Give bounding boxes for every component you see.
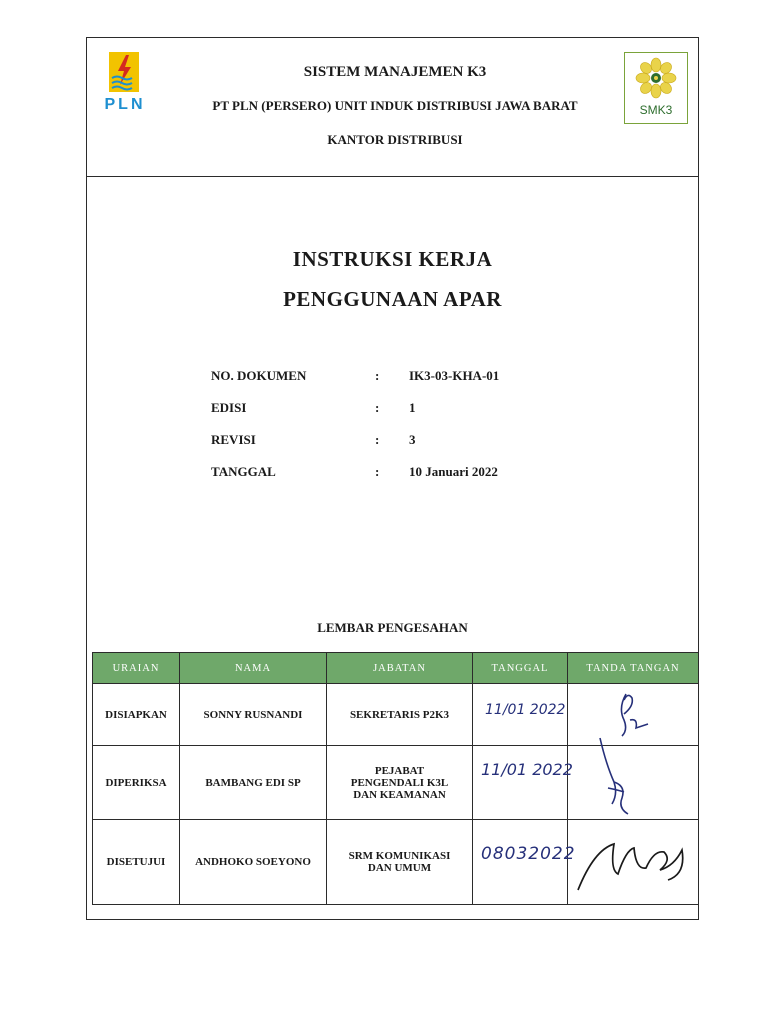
document-title-line2: PENGGUNAAN APAR [283,287,502,311]
signature-image [588,734,648,824]
cell-jabatan [327,684,473,746]
cell-nama: SONNY RUSNANDI [180,684,327,746]
meta-label: TANGGAL [211,464,276,479]
column-header-uraian: URAIAN [93,653,180,684]
cell-uraian: DISETUJUI [93,820,180,905]
meta-separator: : [375,464,380,479]
meta-value: 10 Januari 2022 [409,464,498,479]
pln-logo [97,52,153,122]
column-header-tanda-tangan: TANDA TANGAN [568,653,699,684]
cell-nama: BAMBANG EDI SP [180,746,327,820]
approval-sheet-title: LEMBAR PENGESAHAN [317,620,468,635]
cell-tanda-tangan [568,820,699,905]
meta-separator: : [375,368,380,383]
jabatan-line: DAN KEAMANAN [353,788,446,801]
handwritten-date: 08032022 [481,844,576,864]
meta-label: NO. DOKUMEN [211,368,307,383]
pln-logo-text: PLN [104,96,146,113]
jabatan-line: SRM KOMUNIKASI [348,850,451,862]
cell-uraian: DISIAPKAN [93,684,180,746]
meta-value: IK3-03-KHA-01 [409,368,500,383]
meta-value: 3 [409,432,416,447]
document-metadata [211,368,631,496]
system-title: SISTEM MANAJEMEN K3 [303,64,487,80]
company-name: PT PLN (PERSERO) UNIT INDUK DISTRIBUSI JAWA BARAT [212,98,578,113]
pln-lightning-icon [109,52,139,92]
table-header-row [93,653,699,684]
handwritten-date: 11/01 2022 [485,702,566,718]
jabatan-line: PENGENDALI K3L [350,776,449,789]
office-name: KANTOR DISTRIBUSI [327,132,463,147]
column-header-nama: NAMA [180,653,327,684]
cell-jabatan [327,746,473,820]
document-title-line1: INSTRUKSI KERJA [292,247,493,271]
document-page [86,37,699,920]
meta-separator: : [375,432,380,447]
table-row [93,746,699,820]
jabatan-line: DAN UMUM [367,862,432,874]
meta-row-document-number [211,368,631,400]
meta-label: EDISI [211,400,247,415]
meta-label: REVISI [211,432,256,447]
signature-image [608,690,658,740]
header-divider [87,176,698,177]
column-header-jabatan: JABATAN [327,653,473,684]
handwritten-date: 11/01 2022 [481,760,573,779]
cell-jabatan [327,820,473,905]
smk3-logo-text: SMK3 [639,103,673,117]
meta-row-edition [211,400,631,432]
cell-tanggal [473,820,576,905]
jabatan-line: SEKRETARIS P2K3 [349,708,450,721]
meta-value: 1 [409,400,416,415]
cell-tanda-tangan [568,746,699,820]
cell-tanggal [473,746,573,820]
approval-table [92,652,699,905]
smk3-logo [624,52,688,124]
jabatan-line: PEJABAT [374,764,425,777]
meta-separator: : [375,400,380,415]
cell-tanggal [473,684,568,746]
table-row [93,820,699,905]
smk3-flower-icon [633,57,679,99]
meta-row-revision [211,432,631,464]
cell-uraian: DIPERIKSA [93,746,180,820]
column-header-tanggal: TANGGAL [473,653,568,684]
cell-nama: ANDHOKO SOEYONO [180,820,327,905]
signature-image [574,830,694,896]
meta-row-date [211,464,631,496]
